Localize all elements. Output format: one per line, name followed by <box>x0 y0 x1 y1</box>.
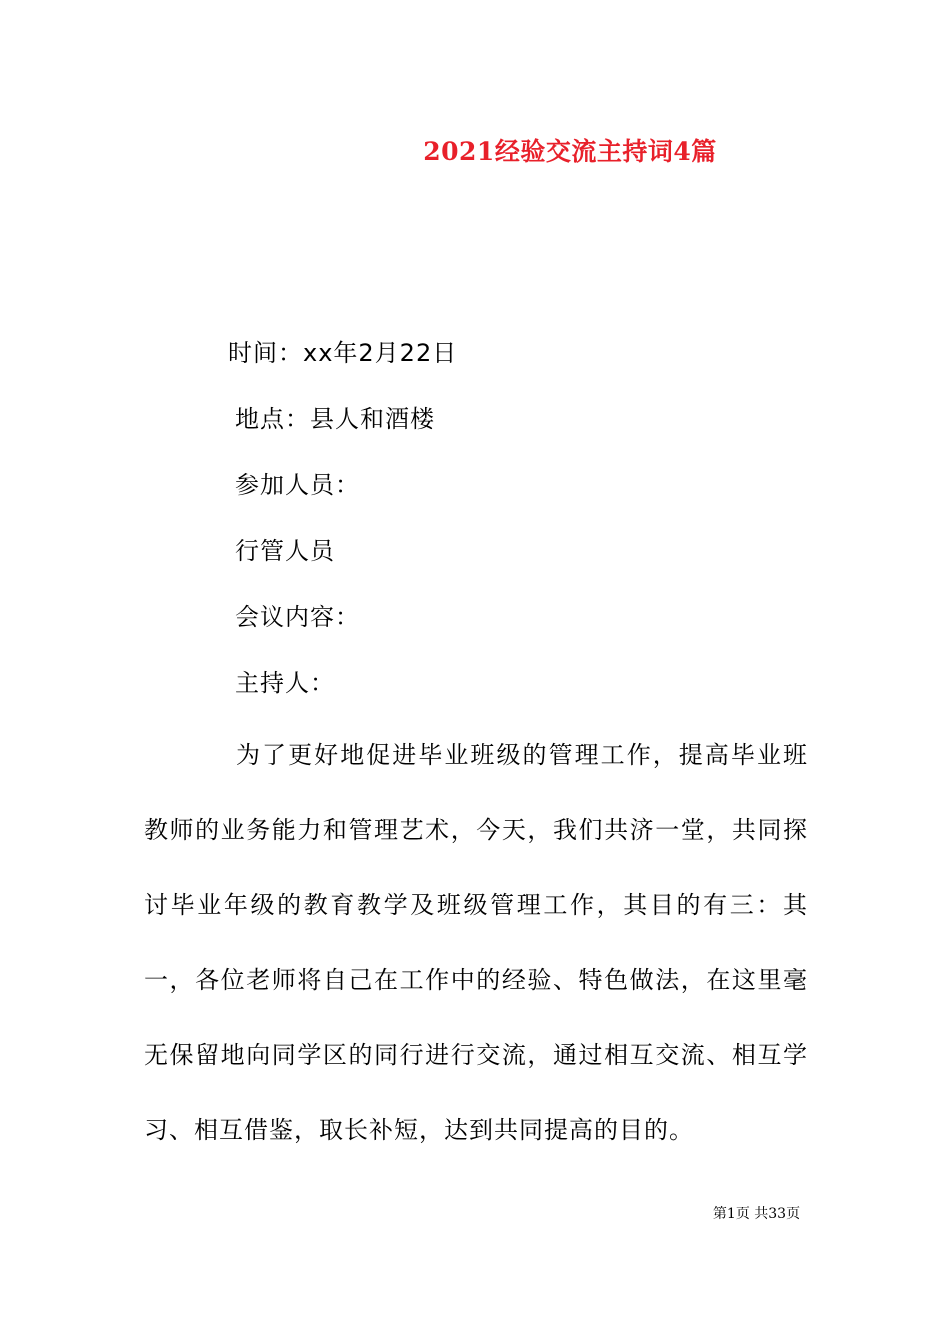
meeting-time: 时间：xx年2月22日 <box>228 339 458 367</box>
document-title: 2021经验交流主持词4篇 <box>423 137 717 166</box>
page-footer: 第1页 共33页 <box>712 1206 801 1222</box>
meeting-admin-staff: 行管人员 <box>235 537 335 565</box>
meeting-content-label: 会议内容： <box>235 603 360 631</box>
body-paragraph: 为了更好地促进毕业班级的管理工作，提高毕业班教师的业务能力和管理艺术，今天，我们共济一堂，共同探讨毕业年级的教育教学及班级管理工作，其目的有三：其一，各位老师将自己在工作中的经验、特色做法，在这里毫无保留地向同学区的同行进行交流，通过相互交流、相互学习、相互借鉴，取长补短，达到共同提高的目的。 <box>144 741 808 1144</box>
meeting-participants: 参加人员： <box>235 471 360 499</box>
meeting-place: 地点：县人和酒楼 <box>235 405 435 433</box>
meeting-host-label: 主持人： <box>235 669 335 697</box>
